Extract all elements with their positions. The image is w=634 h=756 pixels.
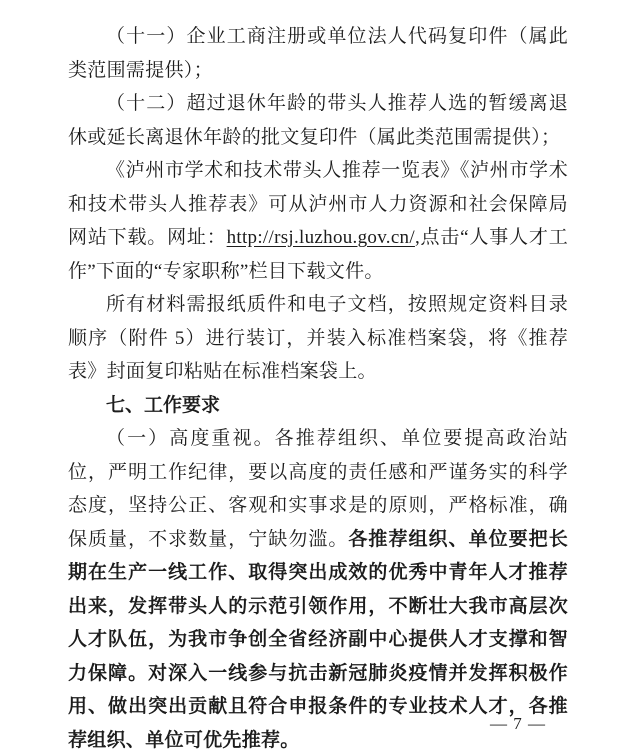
paragraph-materials-binding: 所有材料需报纸质件和电子文档，按照规定资料目录顺序（附件 5）进行装订，并装入标准档案袋，将《推荐表》封面复印粘贴在标准档案袋上。 [68,294,568,382]
paragraph-item-12: （十二）超过退休年龄的带头人推荐人选的暂缓离退休或延长离退休年龄的批文复印件（属此类范围需提供）； [68,93,568,148]
download-text-post: ,点击“人事人才工作”下面的“专家职称”栏目下载文件。 [68,227,569,282]
page-number: — 7 — [490,714,546,733]
attention-emphasis-text: 各推荐组织、单位要把长期在生产一线工作、取得突出成效的优秀中青年人才推荐出来，发挥带头人的示范引领作用，不断壮大我市高层次人才队伍，为我市争创全省经济副中心提供人才支撑和智力保障。对深入一线参与抗击新冠肺炎疫情并发挥积极作用、做出突出贡献且符合申报条件的专业技术人才，各推荐组织、单位可优先推荐。 [68,528,568,751]
attention-normal-text: 各推荐组织、单位要提高政治站位，严明工作纪律，要以高度的责任感和严谨务实的科学态度，坚持公正、客观和实事求是的原则，严格标准，确保质量，不求数量，宁缺勿滥。 [68,428,569,550]
section-heading-work-requirements: 七、工作要求 [106,394,221,416]
website-url-link[interactable]: http://rsj.luzhou.gov.cn/ [226,227,415,248]
paragraph-download-instructions [68,154,568,288]
paragraph-item-11: （十一）企业工商注册或单位法人代码复印件（属此类范围需提供）； [68,26,568,81]
download-text-pre: 《泸州市学术和技术带头人推荐一览表》《泸州市学术和技术带头人推荐表》可从泸州市人力资源和社会保障局网站下载。网址： [68,160,568,248]
attention-lead-label: （一）高度重视。 [106,428,275,449]
paragraph-attention [68,422,568,756]
document-body [68,20,568,756]
